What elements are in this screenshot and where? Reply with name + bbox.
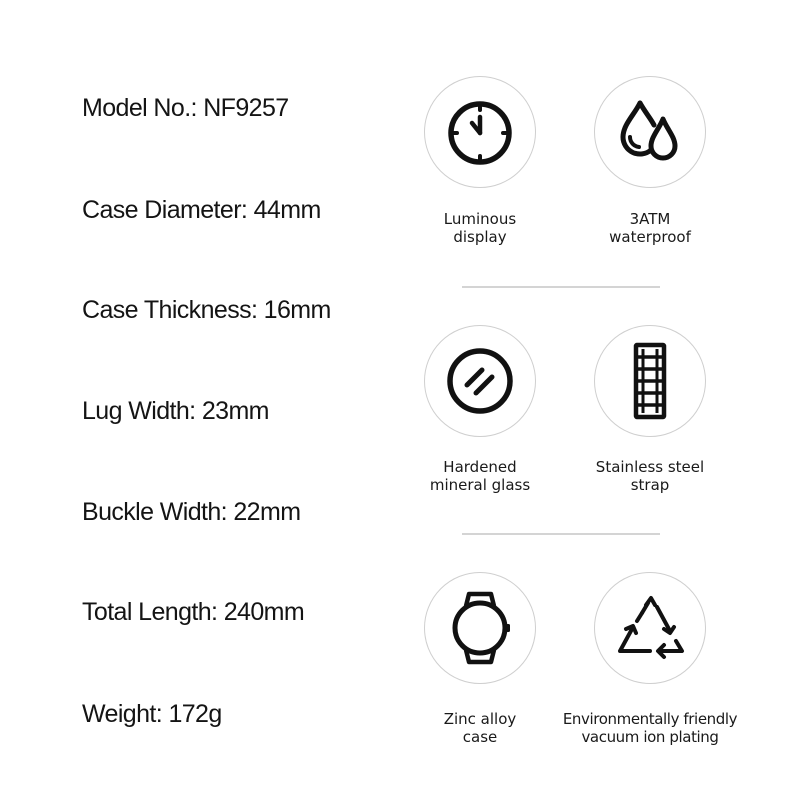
row-divider <box>462 533 660 535</box>
feature-label-case: Zinc alloy case <box>443 710 517 746</box>
strap-icon <box>594 325 706 437</box>
feature-label-plating: Environmentally friendly vacuum ion plating <box>562 710 738 746</box>
feature-label-luminous: Luminous display <box>443 210 517 246</box>
water-drops-icon <box>594 76 706 188</box>
glass-icon <box>424 325 536 437</box>
feature-label-waterproof: 3ATM waterproof <box>609 210 691 246</box>
spec-lug-width: Lug Width: 23mm <box>82 397 269 425</box>
feature-label-strap: Stainless steel strap <box>595 458 705 494</box>
spec-case-diameter: Case Diameter: 44mm <box>82 196 321 224</box>
spec-model-number: Model No.: NF9257 <box>82 94 289 122</box>
spec-total-length: Total Length: 240mm <box>82 598 305 626</box>
clock-icon <box>424 76 536 188</box>
spec-buckle-width: Buckle Width: 22mm <box>82 498 301 526</box>
feature-label-glass: Hardened mineral glass <box>429 458 531 494</box>
spec-case-thickness: Case Thickness: 16mm <box>82 296 331 324</box>
row-divider <box>462 286 660 288</box>
spec-weight: Weight: 172g <box>82 700 222 728</box>
recycle-icon <box>594 572 706 684</box>
watch-case-icon <box>424 572 536 684</box>
